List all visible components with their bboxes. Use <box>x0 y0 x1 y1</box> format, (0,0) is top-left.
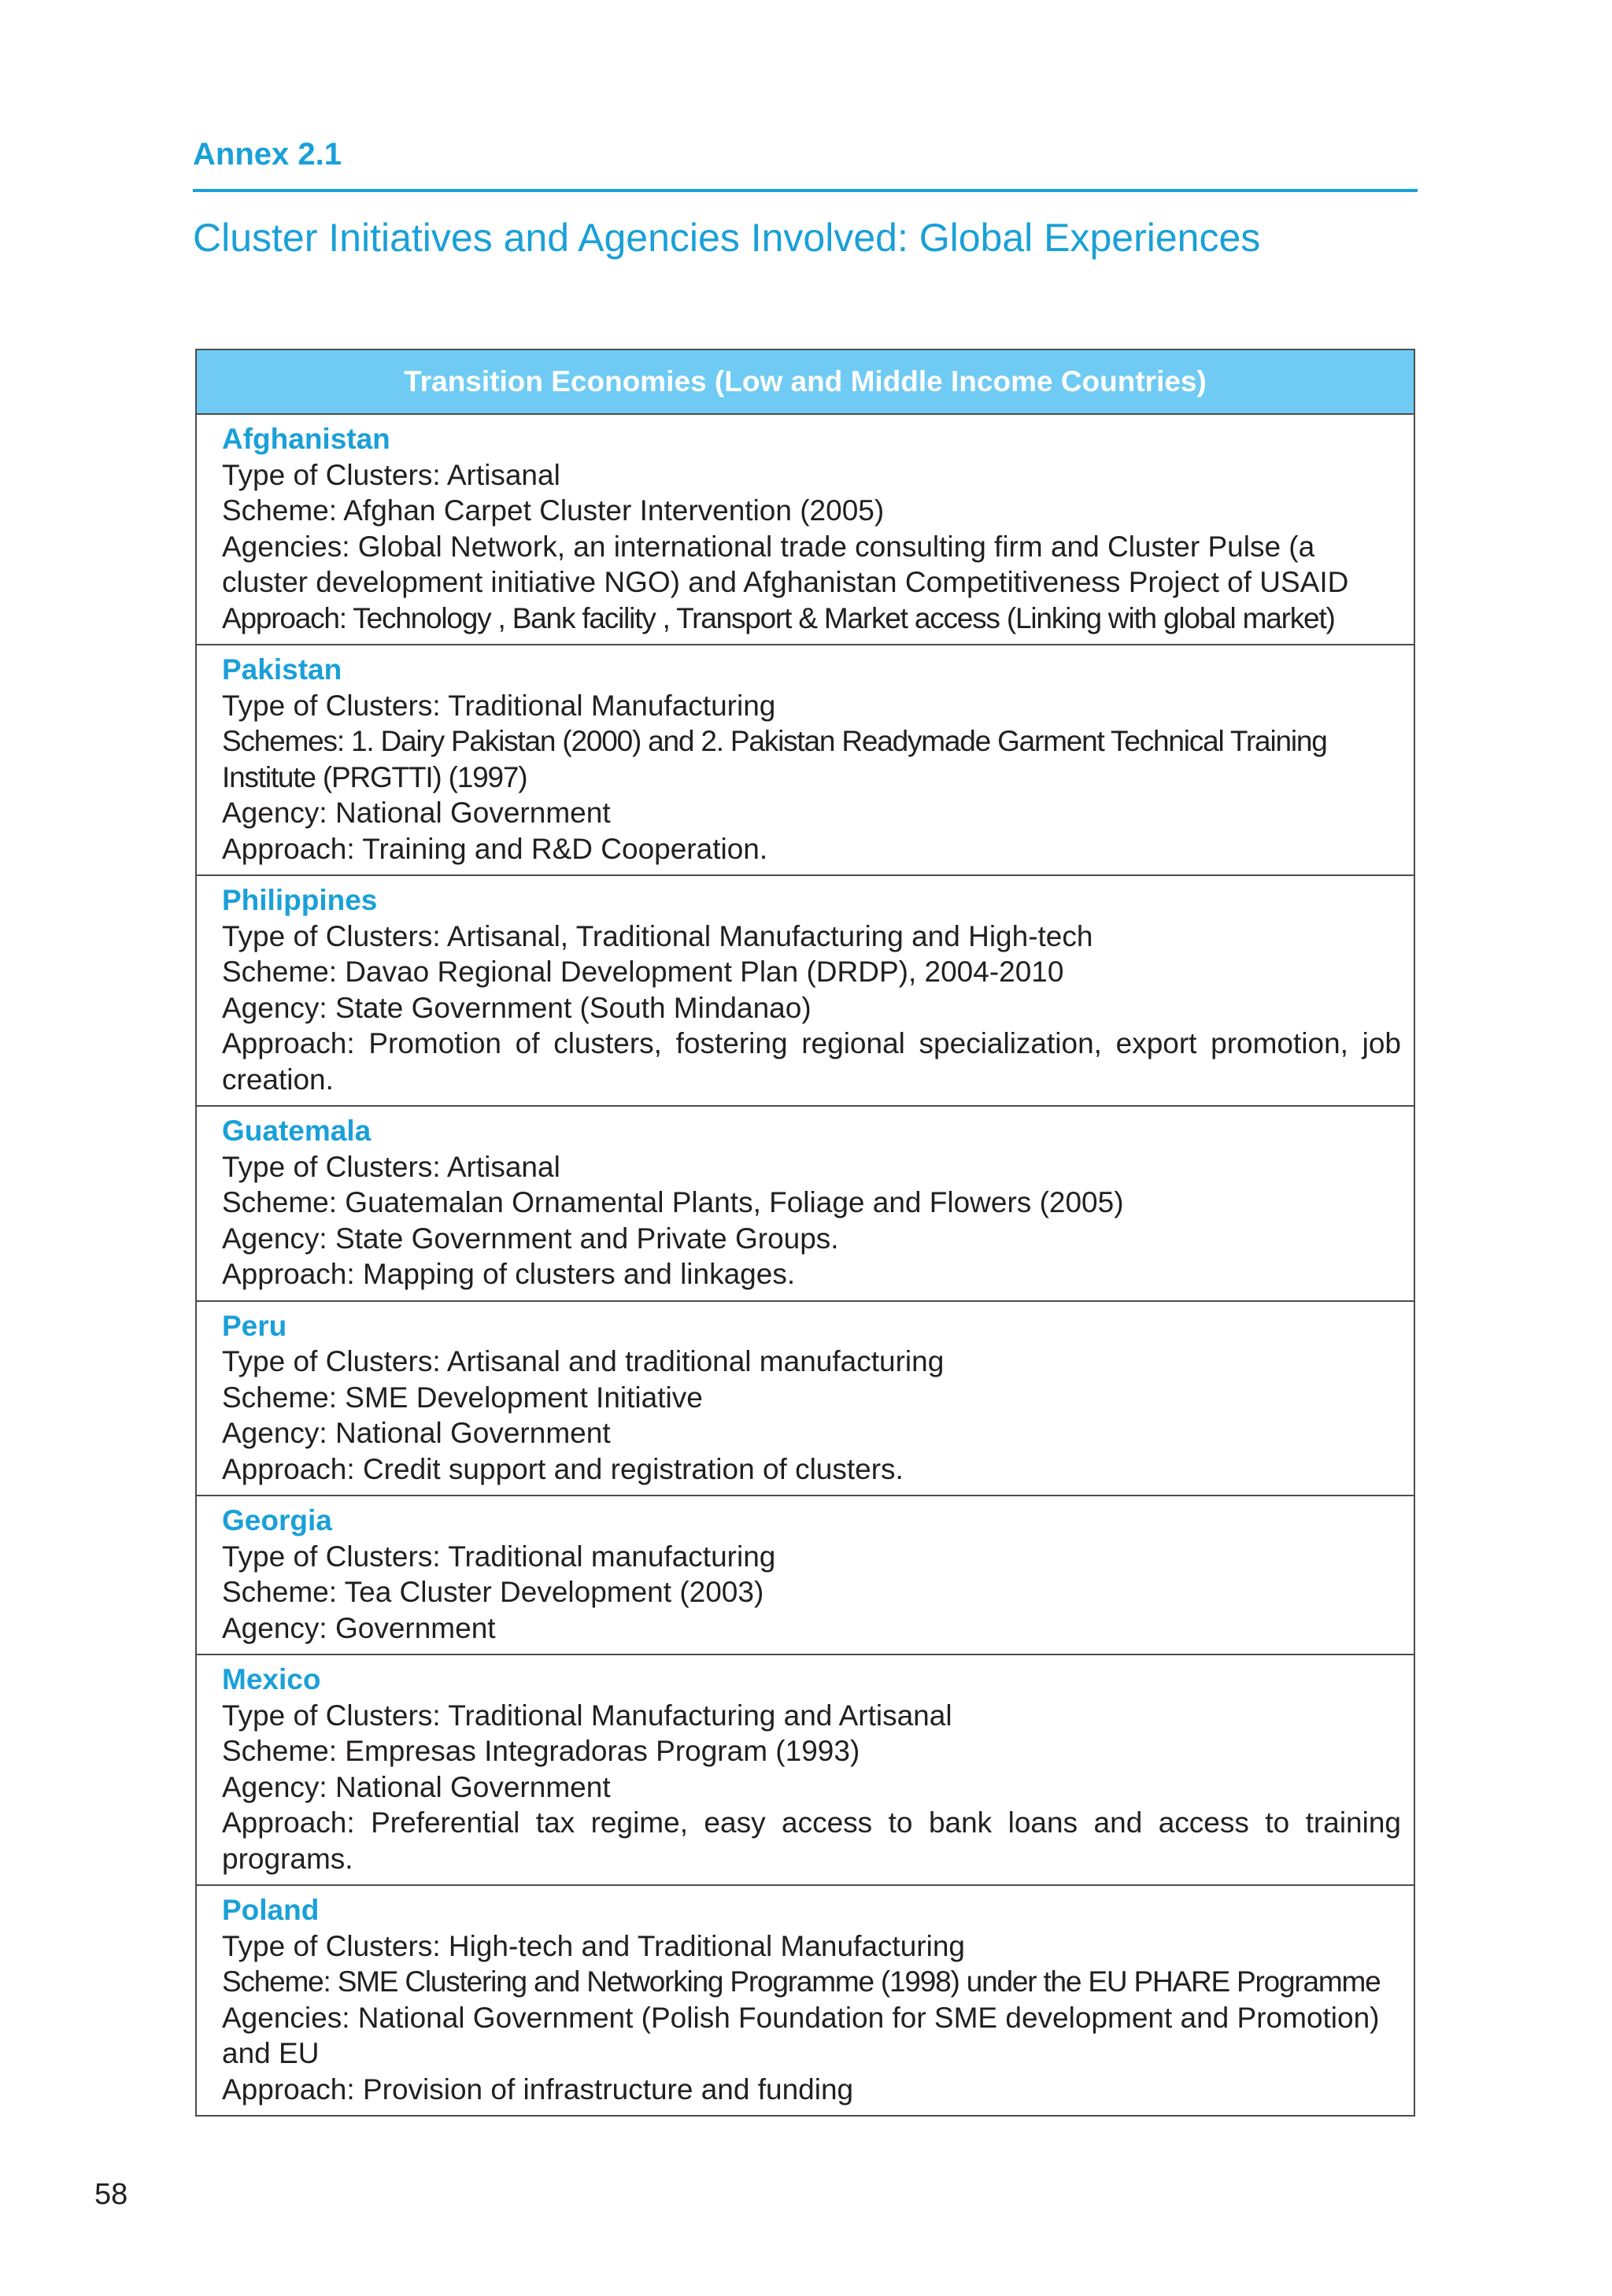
cluster-table <box>195 349 1415 2117</box>
header-rule <box>193 189 1418 192</box>
country-name: Peru <box>222 1309 287 1342</box>
cluster-type: Type of Clusters: Artisanal and traditional manufacturing <box>222 1345 945 1377</box>
agency: Agency: State Government and Private Groups. <box>222 1222 839 1255</box>
country-cell-afghanistan <box>197 415 1414 645</box>
agencies: Agencies: National Government (Polish Foundation for SME development and Promotion) and EU <box>222 2001 1380 2069</box>
country-cell-mexico <box>197 1655 1414 1886</box>
agency: Agency: State Government (South Mindanao) <box>222 991 812 1024</box>
approach: Approach: Technology , Bank facility , Transport & Market access (Linking with global market) <box>222 601 1335 634</box>
approach: Approach: Mapping of clusters and linkages. <box>222 1258 796 1290</box>
scheme: Scheme: Afghan Carpet Cluster Intervention (2005) <box>222 494 885 527</box>
scheme: Scheme: SME Clustering and Networking Programme (1998) under the EU PHARE Programme <box>222 1965 1381 1998</box>
cluster-type: Type of Clusters: Traditional manufacturing <box>222 1540 776 1573</box>
agency: Agency: Government <box>222 1611 496 1644</box>
cluster-type: Type of Clusters: Artisanal <box>222 458 560 491</box>
country-name: Poland <box>222 1894 320 1926</box>
approach: Approach: Preferential tax regime, easy access to bank loans and access to training programs. <box>222 1806 1401 1875</box>
page-number: 58 <box>94 2178 128 2211</box>
approach: Approach: Credit support and registration of clusters. <box>222 1452 904 1485</box>
country-cell-philippines <box>197 876 1414 1107</box>
agency: Agency: National Government <box>222 1417 611 1449</box>
approach: Approach: Promotion of clusters, fostering regional specialization, export promotion, job creation. <box>222 1027 1401 1096</box>
cluster-type: Type of Clusters: Traditional Manufacturing <box>222 689 776 722</box>
cluster-type: Type of Clusters: Traditional Manufacturing and Artisanal <box>222 1699 952 1732</box>
agency: Agency: National Government <box>222 1770 611 1803</box>
scheme: Scheme: SME Development Initiative <box>222 1381 703 1414</box>
scheme: Scheme: Guatemalan Ornamental Plants, Foliage and Flowers (2005) <box>222 1186 1124 1218</box>
country-name: Mexico <box>222 1663 321 1695</box>
country-cell-georgia <box>197 1496 1414 1655</box>
scheme: Schemes: 1. Dairy Pakistan (2000) and 2. Pakistan Readymade Garment Technical Training Institute (PRGTTI) (1997) <box>222 725 1327 793</box>
country-name: Guatemala <box>222 1115 372 1147</box>
page-title: Cluster Initiatives and Agencies Involved: Global Experiences <box>193 216 1261 260</box>
table-heading: Transition Economies (Low and Middle Income Countries) <box>197 350 1414 415</box>
cluster-type: Type of Clusters: Artisanal, Traditional Manufacturing and High-tech <box>222 919 1093 952</box>
approach: Approach: Provision of infrastructure and funding <box>222 2072 854 2106</box>
scheme: Scheme: Davao Regional Development Plan (DRDP), 2004-2010 <box>222 956 1064 988</box>
country-name: Afghanistan <box>222 423 390 455</box>
country-cell-guatemala <box>197 1107 1414 1302</box>
agency: Agency: National Government <box>222 797 611 829</box>
scheme: Scheme: Empresas Integradoras Program (1993) <box>222 1735 860 1767</box>
approach: Approach: Training and R&D Cooperation. <box>222 832 768 865</box>
country-name: Pakistan <box>222 653 342 686</box>
country-cell-pakistan <box>197 645 1414 876</box>
scheme: Scheme: Tea Cluster Development (2003) <box>222 1576 764 1608</box>
country-name: Georgia <box>222 1504 332 1536</box>
country-cell-peru <box>197 1302 1414 1497</box>
annex-label: Annex 2.1 <box>193 137 342 172</box>
cluster-type: Type of Clusters: Artisanal <box>222 1150 560 1183</box>
agencies: Agencies: Global Network, an international trade consulting firm and Cluster Pulse (a cluster development initiative NGO) and Afghanistan Competitiveness Project of USAID <box>222 530 1349 598</box>
cluster-type: Type of Clusters: High-tech and Traditional Manufacturing <box>222 1929 965 1962</box>
country-name: Philippines <box>222 884 378 916</box>
country-cell-poland <box>197 1886 1414 2115</box>
